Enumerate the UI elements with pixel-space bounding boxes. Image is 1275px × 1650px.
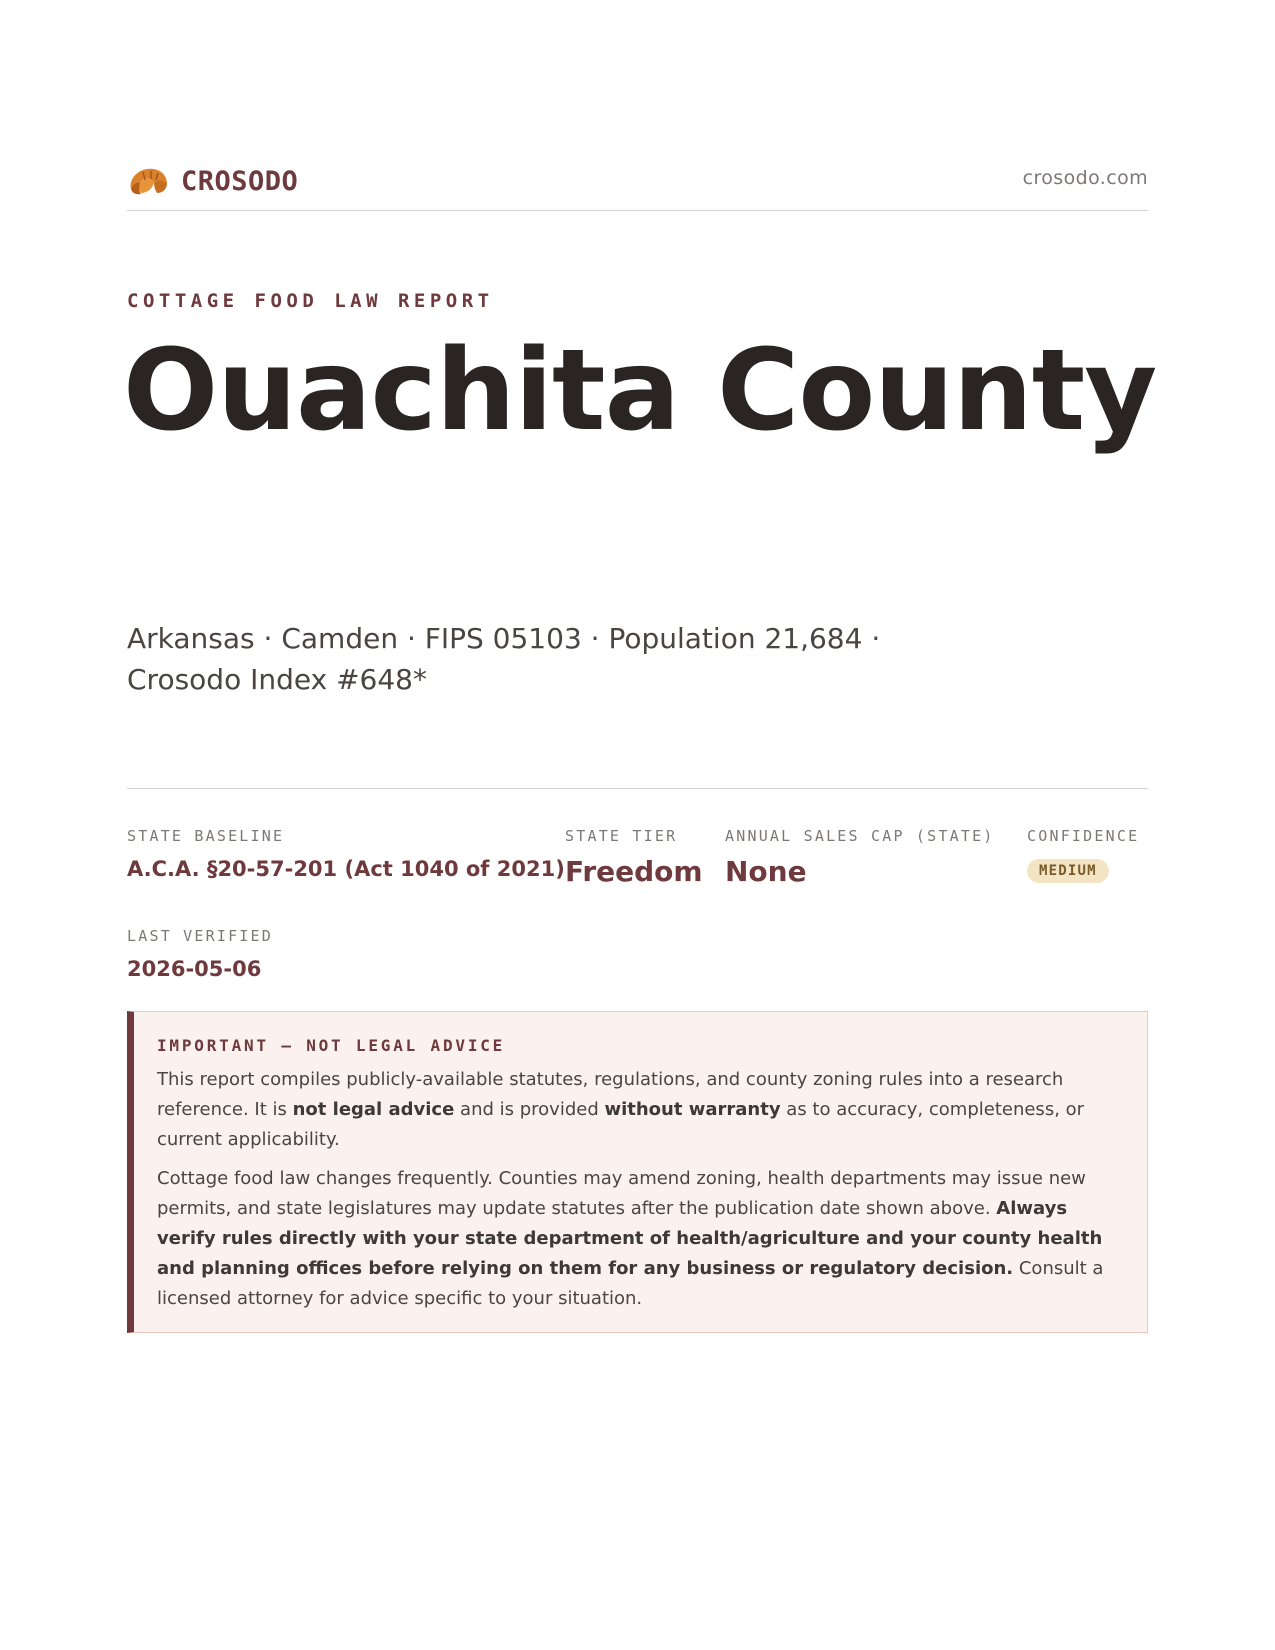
stat-sales-cap <box>725 827 995 888</box>
disclaimer-paragraph-1 <box>157 1065 1121 1155</box>
stat-label: STATE TIER <box>565 827 678 845</box>
stat-value: 2026-05-06 <box>127 957 262 981</box>
confidence-badge: MEDIUM <box>1027 859 1109 883</box>
county-summary-line-2: Crosodo Index #648* <box>127 663 427 696</box>
stat-label: LAST VERIFIED <box>127 927 273 945</box>
page-header <box>127 155 1148 211</box>
emphasis: not legal advice <box>292 1099 455 1120</box>
text-run: Consult a licensed attorney for advice specific to your situation. <box>157 1258 1104 1309</box>
legal-disclaimer <box>127 1011 1148 1333</box>
county-summary <box>127 618 887 700</box>
stat-label: CONFIDENCE <box>1027 827 1140 845</box>
text-run: This report compiles publicly-available statutes, regulations, and county zoning rules into a research reference. It is <box>157 1069 1064 1120</box>
disclaimer-heading: IMPORTANT — NOT LEGAL ADVICE <box>157 1036 506 1055</box>
stats-divider <box>127 788 1148 789</box>
stat-value: A.C.A. §20-57-201 (Act 1040 of 2021) <box>127 857 565 881</box>
stat-label: ANNUAL SALES CAP (STATE) <box>725 827 995 845</box>
emphasis: Always verify rules directly with your state department of health/agriculture and your county health and planning offices before relying on them for any business or regulatory decision. <box>157 1198 1103 1279</box>
emphasis: without warranty <box>604 1099 781 1120</box>
stat-label: STATE BASELINE <box>127 827 285 845</box>
text-run: as to accuracy, completeness, or current applicability. <box>157 1099 1085 1150</box>
stat-state-tier <box>565 827 703 888</box>
brand[interactable] <box>127 163 298 199</box>
stat-value: None <box>725 855 807 888</box>
brand-name: CROSODO <box>181 165 299 197</box>
croissant-icon <box>127 163 169 199</box>
disclaimer-paragraph-2 <box>157 1164 1121 1314</box>
text-run: Cottage food law changes frequently. Counties may amend zoning, health departments may issue new permits, and state legislatures may update statutes after the publication date shown above. <box>157 1168 1086 1219</box>
text-run: and is provided <box>454 1099 605 1120</box>
report-kicker: COTTAGE FOOD LAW REPORT <box>127 290 494 312</box>
page-title: Ouachita County <box>123 326 1157 456</box>
stat-state-baseline <box>127 827 565 881</box>
site-url-link[interactable]: crosodo.com <box>1022 167 1148 189</box>
county-summary-line-1: Arkansas · Camden · FIPS 05103 · Population 21,684 · <box>127 622 881 655</box>
stat-last-verified <box>127 927 273 981</box>
stat-value: Freedom <box>565 855 703 888</box>
stat-confidence <box>1027 827 1139 883</box>
